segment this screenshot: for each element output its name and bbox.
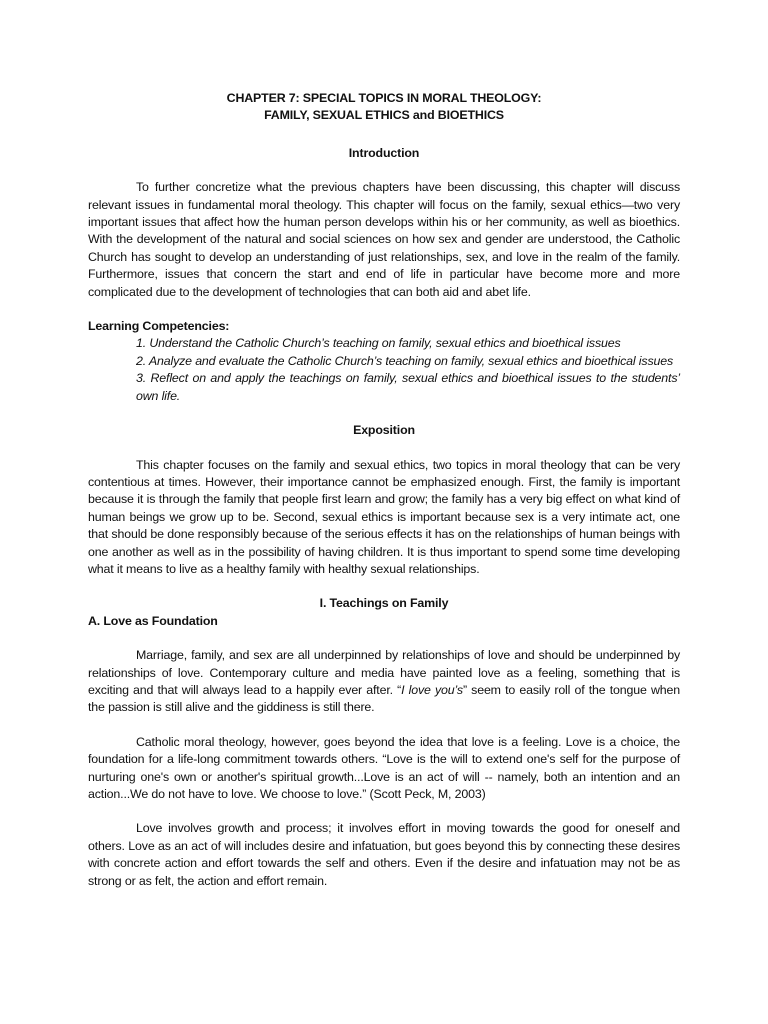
section-teachings-on-family-heading: I. Teachings on Family bbox=[319, 596, 449, 611]
introduction-heading: Introduction bbox=[348, 145, 420, 160]
chapter-title-line-1: CHAPTER 7: SPECIAL TOPICS IN MORAL THEOLOGY: bbox=[226, 91, 542, 105]
learning-competencies-list bbox=[88, 335, 680, 405]
exposition-heading: Exposition bbox=[353, 423, 415, 438]
love-paragraph-1-end: ” seem to easily roll of the tongue when the passion is still alive and the giddiness is still there. bbox=[88, 682, 680, 715]
exposition-paragraph: This chapter focuses on the family and sexual ethics, two topics in moral theology that can be very contentious at times. However, their importance cannot be emphasized enough. First, the family is important because it is through the family that people first learn and grow; the family has a very big effect on what kind of human beings we grow up to be. Second, sexual ethics is important because sex is a very intimate act, one that should be done responsibly because of the serious effects it has on the relationships of human beings with one another as well as in the possibility of having children. It is thus important to spend some time developing what it means to live as a healthy family with healthy sexual relationships. bbox=[88, 457, 680, 576]
competency-item: 2. Analyze and evaluate the Catholic Church’s teaching on family, sexual ethics and bioethical issues bbox=[136, 353, 674, 368]
love-as-foundation-heading: A. Love as Foundation bbox=[88, 613, 218, 628]
love-paragraph-1-start: Marriage, family, and sex are all underpinned by relationships of love and should be underpinned by relationships of love. Contemporary culture and media have painted love as a feeling, something that is exciting and that will always lead to a happily ever after. “ bbox=[88, 648, 680, 697]
love-paragraph-1-quote: I love you’s bbox=[401, 682, 463, 697]
chapter-title bbox=[88, 90, 680, 125]
competency-item: 3. Reflect on and apply the teachings on family, sexual ethics and bioethical issues to the students’ own life. bbox=[136, 371, 680, 403]
love-paragraph-2: Catholic moral theology, however, goes beyond the idea that love is a feeling. Love is a choice, the foundation for a life-long commitment towards others. “Love is the will to extend one's self for the purpose of nurturing one's own or another's spiritual growth...Love is an act of will -- namely, both an intention and an action...We do not have to love. We choose to love.” (Scott Peck, M, 2003) bbox=[88, 734, 680, 801]
love-paragraph-1 bbox=[88, 647, 680, 717]
document-page bbox=[88, 90, 680, 907]
competency-item: 1. Understand the Catholic Church’s teaching on family, sexual ethics and bioethical issues bbox=[136, 336, 621, 351]
love-paragraph-3: Love involves growth and process; it involves effort in moving towards the good for oneself and others. Love as an act of will includes desire and infatuation, but goes beyond this by connecting these desires with concrete action and effort towards the self and others. Even if the desire and infatuation may not be as strong or as felt, the action and effort remain. bbox=[88, 821, 680, 888]
introduction-paragraph: To further concretize what the previous chapters have been discussing, this chapter will discuss relevant issues in fundamental moral theology. This chapter will focus on the family, sexual ethics—two very important issues that affect how the human person develops within his or her community, as well as bioethics. With the development of the natural and social sciences on how sex and gender are understood, the Catholic Church has sought to develop an understanding of just relationships, sex, and love in the realm of the family. Furthermore, issues that concern the start and end of life in particular have become more and more complicated due to the development of technologies that can both aid and abet life. bbox=[88, 180, 680, 299]
chapter-title-line-2: FAMILY, SEXUAL ETHICS and BIOETHICS bbox=[264, 108, 504, 123]
learning-competencies-heading: Learning Competencies: bbox=[88, 319, 230, 334]
